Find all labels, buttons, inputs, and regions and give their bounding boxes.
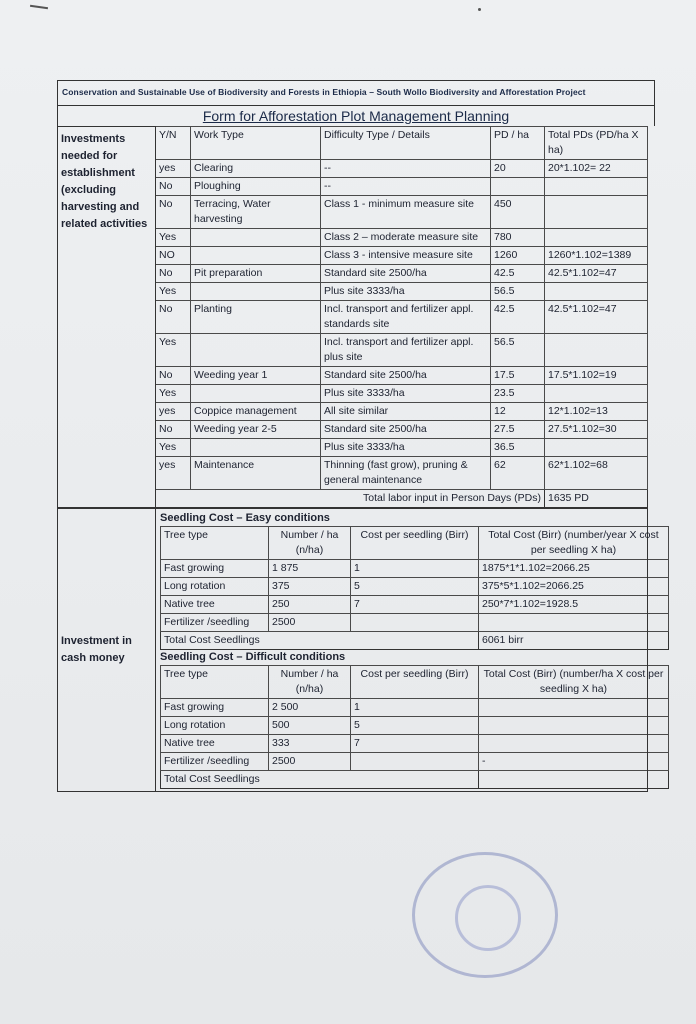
tree-type-cell: Native tree bbox=[161, 596, 269, 614]
pd-cell: 780 bbox=[491, 229, 545, 247]
cash-table bbox=[57, 508, 664, 792]
difficulty-cell: Standard site 2500/ha bbox=[321, 367, 491, 385]
number-cell: 2 500 bbox=[269, 699, 351, 717]
establishment-table bbox=[57, 126, 648, 508]
pd-cell: 450 bbox=[491, 196, 545, 229]
cost-cell: 7 bbox=[351, 596, 479, 614]
difficult-seedling-table bbox=[160, 665, 669, 789]
work-type-cell bbox=[191, 439, 321, 457]
tree-type-cell: Long rotation bbox=[161, 578, 269, 596]
difficulty-cell: Plus site 3333/ha bbox=[321, 439, 491, 457]
total-seedlings-value bbox=[479, 771, 669, 789]
total-cost-cell: 250*7*1.102=1928.5 bbox=[479, 596, 669, 614]
yn-cell: No bbox=[156, 421, 191, 439]
total-pd-cell: 42.5*1.102=47 bbox=[545, 265, 648, 283]
tree-type-cell: Native tree bbox=[161, 735, 269, 753]
total-cost-cell: 375*5*1.102=2066.25 bbox=[479, 578, 669, 596]
work-type-cell bbox=[191, 334, 321, 367]
work-type-cell bbox=[191, 283, 321, 301]
cost-cell: 1 bbox=[351, 699, 479, 717]
table-row bbox=[161, 614, 669, 632]
total-seedlings-label: Total Cost Seedlings bbox=[161, 771, 479, 789]
investments-label: Investments needed for establishment (excluding harvesting and related activities bbox=[58, 127, 156, 508]
column-header: Number / ha (n/ha) bbox=[269, 666, 351, 699]
table-header-row bbox=[58, 127, 648, 160]
difficulty-cell: Class 1 - minimum measure site bbox=[321, 196, 491, 229]
form-page bbox=[57, 80, 664, 792]
pd-cell: 23.5 bbox=[491, 385, 545, 403]
table-row bbox=[161, 578, 669, 596]
yn-cell: No bbox=[156, 367, 191, 385]
difficulty-cell: All site similar bbox=[321, 403, 491, 421]
work-type-cell: Pit preparation bbox=[191, 265, 321, 283]
col-work-type: Work Type bbox=[191, 127, 321, 160]
yn-cell: yes bbox=[156, 403, 191, 421]
tree-type-cell: Fertilizer /seedling bbox=[161, 614, 269, 632]
col-total-pds: Total PDs (PD/ha X ha) bbox=[545, 127, 648, 160]
table-row bbox=[161, 753, 669, 771]
total-labor-label: Total labor input in Person Days (PDs) bbox=[156, 490, 545, 508]
work-type-cell bbox=[191, 247, 321, 265]
difficulty-cell: Thinning (fast grow), pruning & general maintenance bbox=[321, 457, 491, 490]
tree-type-cell: Fast growing bbox=[161, 560, 269, 578]
yn-cell: Yes bbox=[156, 439, 191, 457]
difficulty-cell: -- bbox=[321, 178, 491, 196]
total-cost-cell bbox=[479, 735, 669, 753]
yn-cell: Yes bbox=[156, 385, 191, 403]
cost-cell: 1 bbox=[351, 560, 479, 578]
pd-cell: 62 bbox=[491, 457, 545, 490]
work-type-cell: Ploughing bbox=[191, 178, 321, 196]
yn-cell: No bbox=[156, 301, 191, 334]
yn-cell: Yes bbox=[156, 334, 191, 367]
yn-cell: No bbox=[156, 196, 191, 229]
pd-cell: 56.5 bbox=[491, 283, 545, 301]
table-header-row bbox=[161, 666, 669, 699]
yn-cell: yes bbox=[156, 160, 191, 178]
work-type-cell: Terracing, Water harvesting bbox=[191, 196, 321, 229]
total-cost-cell bbox=[479, 717, 669, 735]
difficult-title: Seedling Cost – Difficult conditions bbox=[160, 651, 346, 663]
column-header: Number / ha (n/ha) bbox=[269, 527, 351, 560]
yn-cell: Yes bbox=[156, 283, 191, 301]
number-cell: 2500 bbox=[269, 614, 351, 632]
total-seedlings-label: Total Cost Seedlings bbox=[161, 632, 479, 650]
total-cost-cell: 1875*1*1.102=2066.25 bbox=[479, 560, 669, 578]
cost-cell: 5 bbox=[351, 578, 479, 596]
number-cell: 375 bbox=[269, 578, 351, 596]
table-row bbox=[161, 560, 669, 578]
difficulty-cell: Standard site 2500/ha bbox=[321, 421, 491, 439]
difficulty-cell: Standard site 2500/ha bbox=[321, 265, 491, 283]
stamp-emblem bbox=[455, 885, 521, 951]
col-yn: Y/N bbox=[156, 127, 191, 160]
number-cell: 333 bbox=[269, 735, 351, 753]
work-type-cell: Weeding year 2-5 bbox=[191, 421, 321, 439]
total-seedlings-row bbox=[161, 632, 669, 650]
table-row bbox=[161, 699, 669, 717]
pd-cell: 20 bbox=[491, 160, 545, 178]
tree-type-cell: Long rotation bbox=[161, 717, 269, 735]
column-header: Tree type bbox=[161, 527, 269, 560]
difficulty-cell: Class 3 - intensive measure site bbox=[321, 247, 491, 265]
easy-seedling-table bbox=[160, 526, 669, 650]
total-cost-cell: - bbox=[479, 753, 669, 771]
total-pd-cell bbox=[545, 334, 648, 367]
total-pd-cell bbox=[545, 283, 648, 301]
total-pd-cell bbox=[545, 385, 648, 403]
difficulty-cell: Incl. transport and fertilizer appl. plus site bbox=[321, 334, 491, 367]
tree-type-cell: Fast growing bbox=[161, 699, 269, 717]
difficulty-cell: Class 2 – moderate measure site bbox=[321, 229, 491, 247]
official-stamp bbox=[412, 852, 558, 978]
number-cell: 500 bbox=[269, 717, 351, 735]
seedling-cost-area bbox=[156, 509, 664, 792]
total-pd-cell bbox=[545, 178, 648, 196]
number-cell: 250 bbox=[269, 596, 351, 614]
pd-cell: 56.5 bbox=[491, 334, 545, 367]
total-seedlings-row bbox=[161, 771, 669, 789]
project-header: Conservation and Sustainable Use of Biodiversity and Forests in Ethiopia – South Wollo Biodiversity and Afforestation Project bbox=[57, 80, 655, 105]
work-type-cell: Weeding year 1 bbox=[191, 367, 321, 385]
cost-cell: 7 bbox=[351, 735, 479, 753]
work-type-cell bbox=[191, 385, 321, 403]
column-header: Cost per seedling (Birr) bbox=[351, 666, 479, 699]
pd-cell: 1260 bbox=[491, 247, 545, 265]
yn-cell: Yes bbox=[156, 229, 191, 247]
difficulty-cell: -- bbox=[321, 160, 491, 178]
pd-cell: 12 bbox=[491, 403, 545, 421]
scan-dot bbox=[478, 8, 481, 11]
col-pd-ha: PD / ha bbox=[491, 127, 545, 160]
work-type-cell: Planting bbox=[191, 301, 321, 334]
form-title: Form for Afforestation Plot Management Planning bbox=[57, 105, 655, 126]
total-seedlings-value: 6061 birr bbox=[479, 632, 669, 650]
total-pd-cell: 27.5*1.102=30 bbox=[545, 421, 648, 439]
total-cost-cell bbox=[479, 699, 669, 717]
cost-cell bbox=[351, 753, 479, 771]
table-row bbox=[161, 596, 669, 614]
total-pd-cell bbox=[545, 196, 648, 229]
yn-cell: No bbox=[156, 178, 191, 196]
cost-cell: 5 bbox=[351, 717, 479, 735]
table-row bbox=[161, 735, 669, 753]
total-pd-cell: 1260*1.102=1389 bbox=[545, 247, 648, 265]
pd-cell: 27.5 bbox=[491, 421, 545, 439]
work-type-cell: Coppice management bbox=[191, 403, 321, 421]
table-row bbox=[161, 717, 669, 735]
total-pd-cell: 62*1.102=68 bbox=[545, 457, 648, 490]
pd-cell bbox=[491, 178, 545, 196]
total-labor-value: 1635 PD bbox=[545, 490, 648, 508]
total-pd-cell: 12*1.102=13 bbox=[545, 403, 648, 421]
easy-title: Seedling Cost – Easy conditions bbox=[160, 512, 330, 524]
pd-cell: 42.5 bbox=[491, 301, 545, 334]
pd-cell: 17.5 bbox=[491, 367, 545, 385]
yn-cell: NO bbox=[156, 247, 191, 265]
total-pd-cell bbox=[545, 439, 648, 457]
column-header: Total Cost (Birr) (number/ha X cost per seedling X ha) bbox=[479, 666, 669, 699]
cash-label: Investment in cash money bbox=[58, 509, 156, 792]
total-pd-cell: 17.5*1.102=19 bbox=[545, 367, 648, 385]
work-type-cell: Maintenance bbox=[191, 457, 321, 490]
column-header: Total Cost (Birr) (number/year X cost per seedling X ha) bbox=[479, 527, 669, 560]
difficulty-cell: Incl. transport and fertilizer appl. standards site bbox=[321, 301, 491, 334]
difficulty-cell: Plus site 3333/ha bbox=[321, 283, 491, 301]
work-type-cell bbox=[191, 229, 321, 247]
col-difficulty: Difficulty Type / Details bbox=[321, 127, 491, 160]
difficulty-cell: Plus site 3333/ha bbox=[321, 385, 491, 403]
column-header: Tree type bbox=[161, 666, 269, 699]
number-cell: 2500 bbox=[269, 753, 351, 771]
pd-cell: 42.5 bbox=[491, 265, 545, 283]
tree-type-cell: Fertilizer /seedling bbox=[161, 753, 269, 771]
cost-cell bbox=[351, 614, 479, 632]
total-pd-cell: 20*1.102= 22 bbox=[545, 160, 648, 178]
total-pd-cell bbox=[545, 229, 648, 247]
pd-cell: 36.5 bbox=[491, 439, 545, 457]
column-header: Cost per seedling (Birr) bbox=[351, 527, 479, 560]
total-pd-cell: 42.5*1.102=47 bbox=[545, 301, 648, 334]
table-header-row bbox=[161, 527, 669, 560]
yn-cell: yes bbox=[156, 457, 191, 490]
total-cost-cell bbox=[479, 614, 669, 632]
yn-cell: No bbox=[156, 265, 191, 283]
work-type-cell: Clearing bbox=[191, 160, 321, 178]
number-cell: 1 875 bbox=[269, 560, 351, 578]
